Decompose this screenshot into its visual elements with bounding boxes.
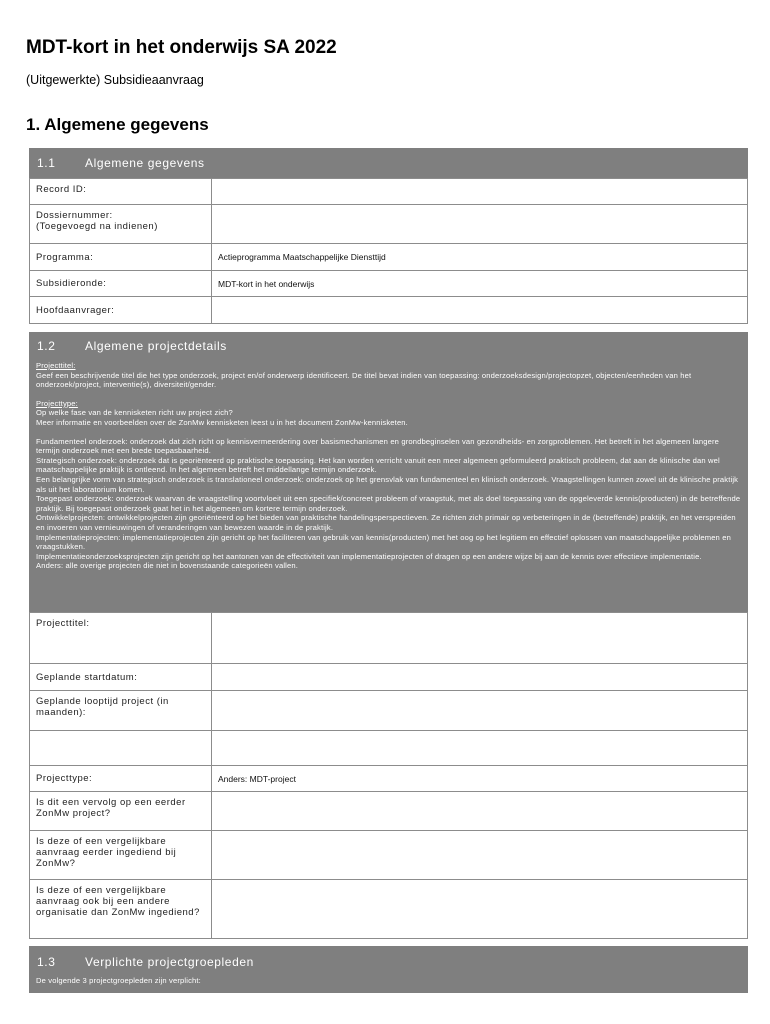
table-row [30,664,748,691]
document-title: MDT-kort in het onderwijs SA 2022 [26,37,337,58]
projecttype-info-text [29,361,748,571]
table-row [30,766,748,792]
projecttype-value[interactable]: Anders: MDT-project [212,766,748,792]
andere-organisatie-value[interactable] [212,880,748,939]
info-anders: Anders: alle overige projecten die niet in bovenstaande categorieën vallen. [36,561,299,571]
subsidieronde-value[interactable]: MDT-kort in het onderwijs [212,271,748,297]
table-row [30,297,748,324]
info-ontwikkel: Ontwikkelprojecten: ontwikkelprojecten zijn georiënteerd op het bieden van praktische handelingsperspectieven. Ze richten zich primair op verbeteringen in de (betreffende) praktijk, en het verspreiden en invoeren van vernieuwingen of veranderingen van bewezen waarde in de praktijk. [36,513,736,532]
programma-value[interactable]: Actieprogramma Maatschappelijke Diensttijd [212,244,748,271]
record-id-value[interactable] [212,179,748,205]
programma-label: Programma: [30,244,212,271]
section-1-2-title: 1.2 Algemene projectdetails [29,339,748,353]
startdatum-label: Geplande startdatum: [30,664,212,691]
startdatum-value[interactable] [212,664,748,691]
projecttitel-value[interactable] [212,613,748,664]
table-row [30,831,748,880]
info-implementatie: Implementatieprojecten: implementatieprojecten zijn gericht op het faciliteren van gebruik van kennis(producten) met het oog op het legitiem en effectief oplossen van maatschappelijke problemen en vraagstukken. [36,532,731,552]
looptijd-label: Geplande looptijd project (in maanden): [30,691,212,731]
hoofdaanvrager-label: Hoofdaanvrager: [30,297,212,324]
subsidieronde-label: Subsidieronde: [30,271,212,297]
table-row [30,244,748,271]
section-1-2-number: 1.2 [37,339,56,353]
table-row [30,613,748,664]
dossiernummer-label: Dossiernummer: (Toegevoegd na indienen) [30,205,212,244]
dossiernummer-value[interactable] [212,205,748,244]
vervolg-value[interactable] [212,792,748,831]
section-heading: 1. Algemene gegevens [26,115,209,134]
section-1-1-header [29,148,748,178]
table-row [30,731,748,766]
table-row [30,179,748,205]
section-1-3-title: 1.3 Verplichte projectgroepleden [29,955,748,969]
projecttype-label: Projecttype: [30,766,212,792]
empty-value[interactable] [212,731,748,766]
section-1-1-table [29,178,748,324]
info-translationeel: Een belangrijke vorm van strategisch onderzoek is translationeel onderzoek: onderzoek op het grensvlak van fundamenteel en klinisch onderzoek. Vraagstellingen kunnen zowel uit de klinische praktijk als uit het laboratorium komen. [36,474,739,494]
vervolg-label: Is dit een vervolg op een eerder ZonMw project? [30,792,212,831]
empty-label [30,731,212,766]
projecttype-question: Op welke fase van de kennisketen richt uw project zich? [36,408,233,418]
info-implementatieonderzoek: Implementatieonderzoeksprojecten zijn gericht op het aantonen van de effectiviteit van implementatieprojecten of dragen op een andere wijze bij aan de kennis over effectieve implementatie. [36,551,702,561]
eerder-ingediend-value[interactable] [212,831,748,880]
document-subtitle: (Uitgewerkte) Subsidieaanvraag [26,73,204,87]
section-1-2-header [29,332,748,612]
looptijd-value[interactable] [212,691,748,731]
info-fundamenteel: Fundamenteel onderzoek: onderzoek dat zich richt op kennisvermeerdering over basismechanismen en grondbeginselen van gezondheids- en zorgproblemen. Het betreft in het algemeen langere termijn onderzoek met een brede toepasbaarheid. [36,436,720,456]
section-1-3-note: De volgende 3 projectgroepleden zijn verplicht: [36,976,201,985]
info-strategisch: Strategisch onderzoek: onderzoek dat is georiënteerd op praktische toepassing. Het kan worden verricht vanuit een meer algemeen geformuleerd praktisch probleem, dat aan de klinische dan wel maatschappelijke praktijk is ontleend. In het algemeen betreft het middellange termijn onderzoek. [36,455,720,475]
table-row [30,205,748,244]
info-toegepast: Toegepast onderzoek: onderzoek waarvan de vraagstelling voortvloeit uit een specifiek/concreet probleem of vraagstuk, met als doel toepassing van de opgeleverde kennis(producten) in de betreffende praktijk. Bij toegepast onderzoek gaat het in het algemeen om kortere termijn onderzoek. [36,494,741,513]
record-id-label: Record ID: [30,179,212,205]
section-1-1-number: 1.1 [37,156,56,170]
hoofdaanvrager-value[interactable] [212,297,748,324]
section-1-3-header [29,946,748,993]
table-row [30,880,748,939]
andere-organisatie-label: Is deze of een vergelijkbare aanvraag ook bij een andere organisatie dan ZonMw ingediend? [30,880,212,939]
projecttype-info-heading: Projecttype: [36,398,78,408]
table-row [30,691,748,731]
section-1-2-table [29,612,748,939]
section-1-3-number: 1.3 [37,955,56,969]
projecttitel-label: Projecttitel: [30,613,212,664]
eerder-ingediend-label: Is deze of een vergelijkbare aanvraag eerder ingediend bij ZonMw? [30,831,212,880]
projecttitel-info: Geef een beschrijvende titel die het type onderzoek, project en/of onderwerp identificeert. De titel bevat indien van toepassing: onderzoeksdesign/projectopzet, objecten/eenheden van het onderzoek/project, interventie(s), diversiteit/gender. [36,370,692,390]
table-row [30,271,748,297]
projecttitel-info-heading: Projecttitel: [36,361,76,370]
projecttype-more-info: Meer informatie en voorbeelden over de ZonMw kennisketen leest u in het document ZonMw-kennisketen. [36,417,408,427]
table-row [30,792,748,831]
section-1-1-title: 1.1 Algemene gegevens [29,156,748,170]
